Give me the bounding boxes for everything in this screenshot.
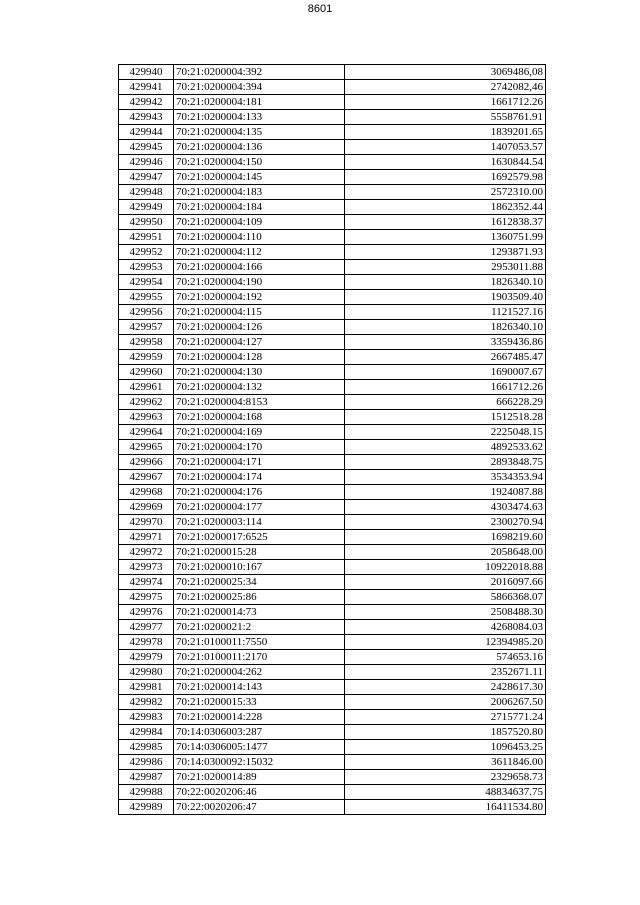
cadastral-value-cell: 1293871.93 [345,245,546,260]
table-row [119,695,546,710]
table-row [119,95,546,110]
row-number-cell: 429941 [119,80,174,95]
cadastral-value-cell: 10922018.88 [345,560,546,575]
cadastral-value-cell: 1826340.10 [345,320,546,335]
cadastral-value-cell: 1512518.28 [345,410,546,425]
row-number-cell: 429963 [119,410,174,425]
table-row [119,605,546,620]
row-number-cell: 429979 [119,650,174,665]
table-row [119,410,546,425]
table-row [119,260,546,275]
cadastral-number-cell: 70:21:0200004:127 [174,335,345,350]
table-row [119,665,546,680]
table-row [119,290,546,305]
cadastral-value-cell: 2006267.50 [345,695,546,710]
table-row [119,710,546,725]
table-row [119,785,546,800]
cadastral-number-cell: 70:21:0200004:8153 [174,395,345,410]
cadastral-number-cell: 70:21:0100011:2170 [174,650,345,665]
cadastral-value-cell: 3611846.00 [345,755,546,770]
row-number-cell: 429955 [119,290,174,305]
cadastral-value-cell: 16411534.80 [345,800,546,815]
cadastral-number-cell: 70:21:0200004:126 [174,320,345,335]
cadastral-number-cell: 70:21:0200014:228 [174,710,345,725]
cadastral-number-cell: 70:21:0200004:192 [174,290,345,305]
cadastral-value-cell: 3069486,08 [345,65,546,80]
cadastral-number-cell: 70:21:0200004:109 [174,215,345,230]
cadastral-number-cell: 70:21:0200010:167 [174,560,345,575]
cadastral-value-cell: 2715771.24 [345,710,546,725]
table-row [119,740,546,755]
row-number-cell: 429968 [119,485,174,500]
cadastral-value-cell: 666228.29 [345,395,546,410]
cadastral-number-cell: 70:21:0200025:86 [174,590,345,605]
table-row [119,365,546,380]
cadastral-value-cell: 2508488.30 [345,605,546,620]
table-row [119,185,546,200]
cadastral-value-cell: 2953011.88 [345,260,546,275]
cadastral-number-cell: 70:21:0200004:135 [174,125,345,140]
row-number-cell: 429950 [119,215,174,230]
table-row [119,530,546,545]
row-number-cell: 429970 [119,515,174,530]
table-row [119,800,546,815]
table-row [119,725,546,740]
table-row [119,65,546,80]
row-number-cell: 429960 [119,365,174,380]
row-number-cell: 429972 [119,545,174,560]
cadastral-value-cell: 2893848.75 [345,455,546,470]
row-number-cell: 429986 [119,755,174,770]
cadastral-value-cell: 1612838.37 [345,215,546,230]
cadastral-number-cell: 70:21:0200017:6525 [174,530,345,545]
row-number-cell: 429973 [119,560,174,575]
table-row [119,770,546,785]
cadastral-number-cell: 70:21:0200014:143 [174,680,345,695]
row-number-cell: 429969 [119,500,174,515]
cadastral-number-cell: 70:21:0200004:150 [174,155,345,170]
table-row [119,425,546,440]
table-row [119,140,546,155]
row-number-cell: 429949 [119,200,174,215]
row-number-cell: 429984 [119,725,174,740]
table-row [119,635,546,650]
cadastral-value-cell: 2572310.00 [345,185,546,200]
table-row [119,590,546,605]
table-row [119,470,546,485]
cadastral-number-cell: 70:21:0200004:171 [174,455,345,470]
row-number-cell: 429975 [119,590,174,605]
cadastral-number-cell: 70:21:0200004:183 [174,185,345,200]
row-number-cell: 429976 [119,605,174,620]
cadastral-number-cell: 70:21:0200004:133 [174,110,345,125]
table-row [119,110,546,125]
row-number-cell: 429965 [119,440,174,455]
cadastral-value-cell: 1630844.54 [345,155,546,170]
row-number-cell: 429967 [119,470,174,485]
cadastral-value-cell: 48834637.75 [345,785,546,800]
row-number-cell: 429961 [119,380,174,395]
cadastral-number-cell: 70:14:0300092:15032 [174,755,345,770]
table-row [119,335,546,350]
cadastral-value-cell: 12394985.20 [345,635,546,650]
cadastral-value-cell: 2329658.73 [345,770,546,785]
cadastral-value-cell: 2352671.11 [345,665,546,680]
table-row [119,575,546,590]
row-number-cell: 429974 [119,575,174,590]
row-number-cell: 429953 [119,260,174,275]
row-number-cell: 429956 [119,305,174,320]
cadastral-value-cell: 4303474.63 [345,500,546,515]
row-number-cell: 429944 [119,125,174,140]
cadastral-number-cell: 70:21:0200004:174 [174,470,345,485]
table-row [119,500,546,515]
cadastral-number-cell: 70:21:0200004:169 [174,425,345,440]
table-row [119,230,546,245]
table-row [119,200,546,215]
table-row [119,350,546,365]
cadastral-value-cell: 1924087.88 [345,485,546,500]
cadastral-number-cell: 70:21:0200014:89 [174,770,345,785]
row-number-cell: 429987 [119,770,174,785]
cadastral-number-cell: 70:21:0200004:115 [174,305,345,320]
table-row [119,560,546,575]
cadastral-value-cell: 1096453.25 [345,740,546,755]
cadastral-number-cell: 70:21:0200015:33 [174,695,345,710]
cadastral-value-cell: 5558761.91 [345,110,546,125]
cadastral-value-cell: 574653.16 [345,650,546,665]
cadastral-value-cell: 2428617.30 [345,680,546,695]
row-number-cell: 429958 [119,335,174,350]
cadastral-number-cell: 70:21:0200004:128 [174,350,345,365]
row-number-cell: 429952 [119,245,174,260]
row-number-cell: 429981 [119,680,174,695]
cadastral-number-cell: 70:22:0020206:46 [174,785,345,800]
cadastral-number-cell: 70:21:0200025:34 [174,575,345,590]
table-row [119,155,546,170]
cadastral-number-cell: 70:14:0306003:287 [174,725,345,740]
cadastral-number-cell: 70:21:0200004:132 [174,380,345,395]
table-row [119,755,546,770]
row-number-cell: 429947 [119,170,174,185]
cadastral-number-cell: 70:21:0200004:110 [174,230,345,245]
row-number-cell: 429989 [119,800,174,815]
table-row [119,80,546,95]
row-number-cell: 429966 [119,455,174,470]
cadastral-number-cell: 70:21:0200004:112 [174,245,345,260]
row-number-cell: 429988 [119,785,174,800]
cadastral-value-cell: 1692579.98 [345,170,546,185]
cadastral-number-cell: 70:21:0200015:28 [174,545,345,560]
cadastral-value-cell: 5866368.07 [345,590,546,605]
row-number-cell: 429954 [119,275,174,290]
table-body [119,65,546,815]
cadastral-number-cell: 70:21:0200004:392 [174,65,345,80]
cadastral-number-cell: 70:21:0200004:130 [174,365,345,380]
cadastral-number-cell: 70:21:0200004:170 [174,440,345,455]
cadastral-number-cell: 70:21:0200004:190 [174,275,345,290]
row-number-cell: 429945 [119,140,174,155]
table-row [119,620,546,635]
table-row [119,305,546,320]
cadastral-value-cell: 2225048.15 [345,425,546,440]
cadastral-number-cell: 70:21:0200004:184 [174,200,345,215]
cadastral-value-cell: 1661712.26 [345,95,546,110]
cadastral-value-cell: 1661712.26 [345,380,546,395]
row-number-cell: 429964 [119,425,174,440]
cadastral-value-cell: 1839201.65 [345,125,546,140]
row-number-cell: 429977 [119,620,174,635]
cadastral-number-cell: 70:21:0200004:181 [174,95,345,110]
table-row [119,380,546,395]
cadastral-value-cell: 4892533.62 [345,440,546,455]
cadastral-value-cell: 2016097.66 [345,575,546,590]
table-row [119,125,546,140]
table-row [119,440,546,455]
cadastral-number-cell: 70:21:0200014:73 [174,605,345,620]
cadastral-value-cell: 3534353.94 [345,470,546,485]
row-number-cell: 429962 [119,395,174,410]
page-number: 8601 [307,3,333,15]
cadastral-value-cell: 1862352.44 [345,200,546,215]
table-row [119,395,546,410]
cadastral-value-table [118,64,546,815]
row-number-cell: 429943 [119,110,174,125]
row-number-cell: 429957 [119,320,174,335]
cadastral-number-cell: 70:21:0200003:114 [174,515,345,530]
cadastral-number-cell: 70:14:0306005:1477 [174,740,345,755]
cadastral-number-cell: 70:21:0200021:2 [174,620,345,635]
table-row [119,215,546,230]
cadastral-value-cell: 2742082,46 [345,80,546,95]
row-number-cell: 429985 [119,740,174,755]
table-row [119,320,546,335]
table-row [119,545,546,560]
cadastral-value-cell: 1698219.60 [345,530,546,545]
row-number-cell: 429983 [119,710,174,725]
table-row [119,275,546,290]
row-number-cell: 429978 [119,635,174,650]
table-row [119,245,546,260]
cadastral-value-cell: 1360751.99 [345,230,546,245]
row-number-cell: 429951 [119,230,174,245]
cadastral-value-cell: 3359436.86 [345,335,546,350]
row-number-cell: 429971 [119,530,174,545]
cadastral-value-cell: 1690007.67 [345,365,546,380]
cadastral-value-cell: 2058648.00 [345,545,546,560]
row-number-cell: 429942 [119,95,174,110]
table-row [119,455,546,470]
cadastral-number-cell: 70:21:0200004:145 [174,170,345,185]
cadastral-value-cell: 1826340.10 [345,275,546,290]
table-row [119,515,546,530]
row-number-cell: 429959 [119,350,174,365]
cadastral-number-cell: 70:21:0200004:262 [174,665,345,680]
cadastral-value-cell: 1121527.16 [345,305,546,320]
cadastral-value-cell: 1407053.57 [345,140,546,155]
table-row [119,680,546,695]
cadastral-value-cell: 2667485.47 [345,350,546,365]
cadastral-number-cell: 70:22:0020206:47 [174,800,345,815]
row-number-cell: 429940 [119,65,174,80]
cadastral-value-cell: 2300270.94 [345,515,546,530]
table-row [119,650,546,665]
cadastral-number-cell: 70:21:0200004:166 [174,260,345,275]
row-number-cell: 429946 [119,155,174,170]
cadastral-value-cell: 4268084.03 [345,620,546,635]
row-number-cell: 429980 [119,665,174,680]
row-number-cell: 429948 [119,185,174,200]
table-row [119,170,546,185]
cadastral-number-cell: 70:21:0200004:176 [174,485,345,500]
cadastral-number-cell: 70:21:0200004:394 [174,80,345,95]
cadastral-number-cell: 70:21:0100011:7550 [174,635,345,650]
cadastral-value-cell: 1903509.40 [345,290,546,305]
cadastral-number-cell: 70:21:0200004:177 [174,500,345,515]
table-row [119,485,546,500]
cadastral-number-cell: 70:21:0200004:136 [174,140,345,155]
cadastral-value-cell: 1857520.80 [345,725,546,740]
cadastral-number-cell: 70:21:0200004:168 [174,410,345,425]
row-number-cell: 429982 [119,695,174,710]
